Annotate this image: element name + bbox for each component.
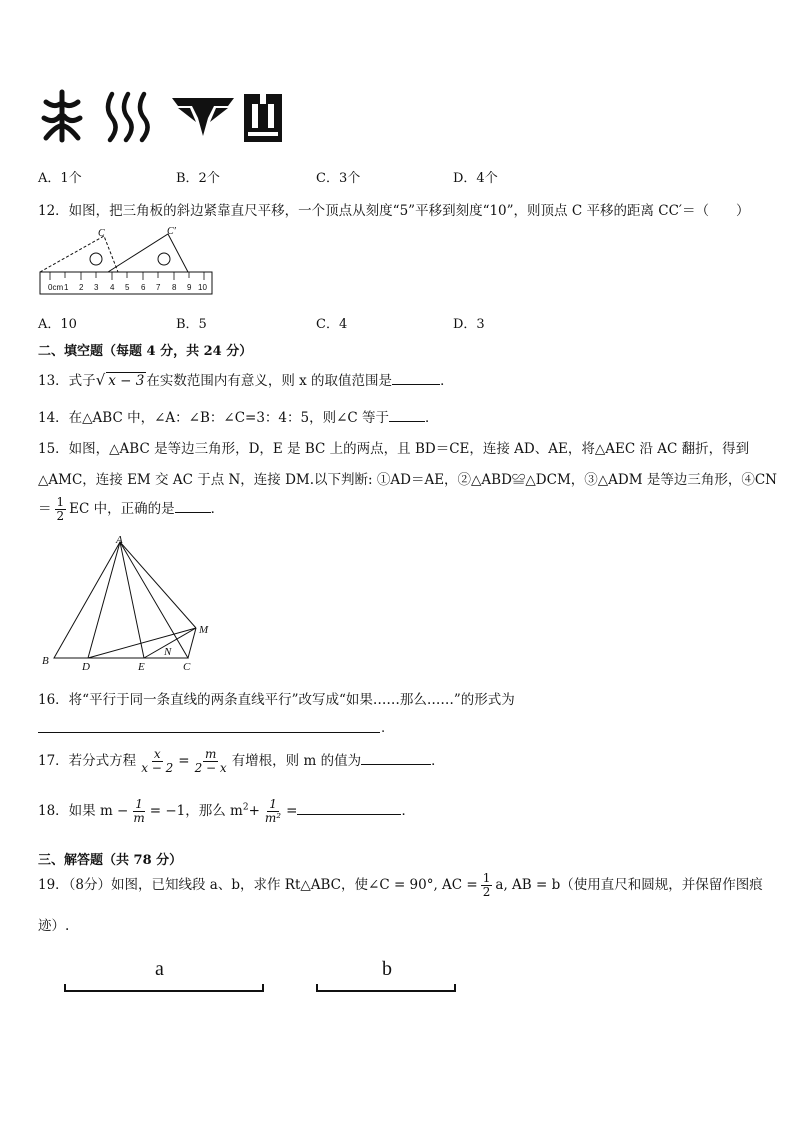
q19-line-1 <box>38 872 763 899</box>
tick-10: 10 <box>198 283 207 292</box>
q18-plus: + <box>248 803 260 819</box>
q17-post: 有增根，则 m 的值为 <box>231 753 362 769</box>
tick-4: 4 <box>110 283 115 292</box>
label-b: B <box>42 655 49 667</box>
seal-glyph-2 <box>108 94 148 140</box>
q18: 18．如果 m − $\frac{1}{m}$ = −1，那么 $m^2+$ $\frac{1}{\text{m²}}$ = ． <box>38 797 415 825</box>
tick-9: 9 <box>187 283 192 292</box>
q18-fraction-2: $\frac{1}{\text{m²}}$ <box>264 797 282 825</box>
q19-post: a, AB = b（使用直尺和圆规，并保留作图痕 <box>495 877 763 893</box>
segment-b-label: b <box>382 958 392 980</box>
q11-seal-figures <box>38 88 288 144</box>
seal-script-icons <box>38 88 288 144</box>
q16-end: . <box>381 721 386 736</box>
label-m: M <box>199 624 209 636</box>
label-c: C <box>98 228 105 239</box>
q15-eq: ＝ <box>38 501 52 517</box>
q14-text: 14．在△ABC 中，∠A：∠B：∠C=3：4：5，则∠C 等于 <box>38 410 390 426</box>
q18-mid: = −1，那么 m <box>149 803 243 819</box>
q11-option-b: B．2个 <box>176 171 220 186</box>
q13-post: 在实数范围内有意义，则 x 的取值范围是 <box>146 373 393 389</box>
ruler-unit: 0cm <box>48 283 64 292</box>
q16-text: 16．将“平行于同一条直线的两条直线平行”改写成“如果……那么……”的形式为 <box>38 692 515 708</box>
tick-3: 3 <box>94 283 99 292</box>
q17-answer-blank[interactable] <box>361 750 431 765</box>
segment-ad <box>88 542 120 658</box>
q14 <box>38 406 439 426</box>
q14-answer-blank[interactable] <box>389 407 425 422</box>
triangle-original-hole <box>90 253 102 265</box>
triangle-original <box>40 236 118 272</box>
q18-pre: 18．如果 m − <box>38 803 129 819</box>
q11-option-d: D．4个 <box>453 171 498 186</box>
q15-end: ． <box>210 501 225 517</box>
q17-fraction-2: $\frac{m}{2 - x}$ <box>194 747 227 775</box>
seal-glyph-3 <box>172 98 234 136</box>
q15-fraction: $\frac{1}{2}$ <box>56 495 65 523</box>
segment-am <box>120 542 196 628</box>
q15-line-2: △AMC，连接 EM 交 AC 于点 N，连接 DM.以下判断: ①AD＝AE，②△ABD≌△DCM，③△ADM 是等边三角形，④CN <box>38 472 777 488</box>
q15-figure <box>38 534 218 674</box>
triangle-moved <box>108 234 188 272</box>
tick-6: 6 <box>141 283 146 292</box>
q13-end: ． <box>440 373 454 389</box>
triangle-abc <box>54 542 188 658</box>
q17-end: ． <box>431 753 445 769</box>
segment-a <box>64 984 264 992</box>
tick-2: 2 <box>79 283 84 292</box>
q18-answer-blank[interactable] <box>297 800 401 815</box>
q12-option-d: D．3 <box>453 317 485 332</box>
tick-5: 5 <box>125 283 130 292</box>
tick-7: 7 <box>156 283 161 292</box>
q12-option-b: B．5 <box>176 317 207 332</box>
label-n: N <box>164 646 172 658</box>
q15-line-3 <box>38 496 224 523</box>
q12-text: 12．如图，把三角板的斜边紧靠直尺平移，一个顶点从刻度“5”平移到刻度“10”，则顶点 C 平移的距离 CC′＝（ ） <box>38 203 750 219</box>
q17 <box>38 748 445 775</box>
q18-post: = <box>286 803 298 819</box>
q18-end: ． <box>401 803 415 819</box>
label-c-prime: C′ <box>167 226 176 237</box>
tick-8: 8 <box>172 283 177 292</box>
segment-dm <box>88 628 196 658</box>
q13 <box>38 369 454 389</box>
q14-end: ． <box>425 410 439 426</box>
seal-glyph-1 <box>44 92 80 140</box>
segment-b <box>316 984 456 992</box>
label-a: A <box>116 534 123 546</box>
q13-pre: 13．式子 <box>38 373 96 389</box>
label-d: D <box>82 661 90 673</box>
q13-answer-blank[interactable] <box>392 370 440 385</box>
q12-option-c: C．4 <box>316 317 348 332</box>
segment-a-label: a <box>155 958 164 980</box>
segment-ae <box>120 542 144 658</box>
q17-eq: = <box>178 753 190 769</box>
q15-answer-blank[interactable] <box>175 498 211 513</box>
q19-pre: 19．（8分）如图，已知线段 a、b，求作 Rt△ABC，使∠C = 90°, AC = <box>38 877 478 893</box>
q17-fraction-1: $\frac{x}{x - 2}$ <box>141 747 174 775</box>
q11-option-a: A．1个 <box>38 171 82 186</box>
q15-line-1: 15．如图，△ABC 是等边三角形，D，E 是 BC 上的两点，且 BD＝CE，连接 AD、AE，将△AEC 沿 AC 翻折，得到 <box>38 441 750 457</box>
q16-answer-line[interactable] <box>38 732 380 733</box>
sqrt-icon: √ <box>95 371 106 389</box>
section-2-heading: 二、填空题（每题 4 分，共 24 分） <box>38 344 253 359</box>
q15-line3-post: EC 中，正确的是 <box>69 501 175 517</box>
q19-line-2: 迹）. <box>38 918 70 934</box>
q12-figure <box>38 224 218 298</box>
tick-1: 1 <box>64 283 69 292</box>
q11-option-c: C．3个 <box>316 171 361 186</box>
q17-pre: 17．若分式方程 <box>38 753 137 769</box>
section-3-heading: 三、解答题（共 78 分） <box>38 853 183 868</box>
label-e: E <box>138 661 145 673</box>
seal-glyph-4 <box>244 94 282 142</box>
triangle-moved-hole <box>158 253 170 265</box>
q12-option-a: A．10 <box>38 317 77 332</box>
label-c: C <box>183 661 191 673</box>
q19-fraction: $\frac{1}{2}$ <box>482 871 491 899</box>
q18-fraction-1: $\frac{1}{m}$ <box>133 797 145 825</box>
q13-radicand: x − 3 <box>108 373 145 389</box>
